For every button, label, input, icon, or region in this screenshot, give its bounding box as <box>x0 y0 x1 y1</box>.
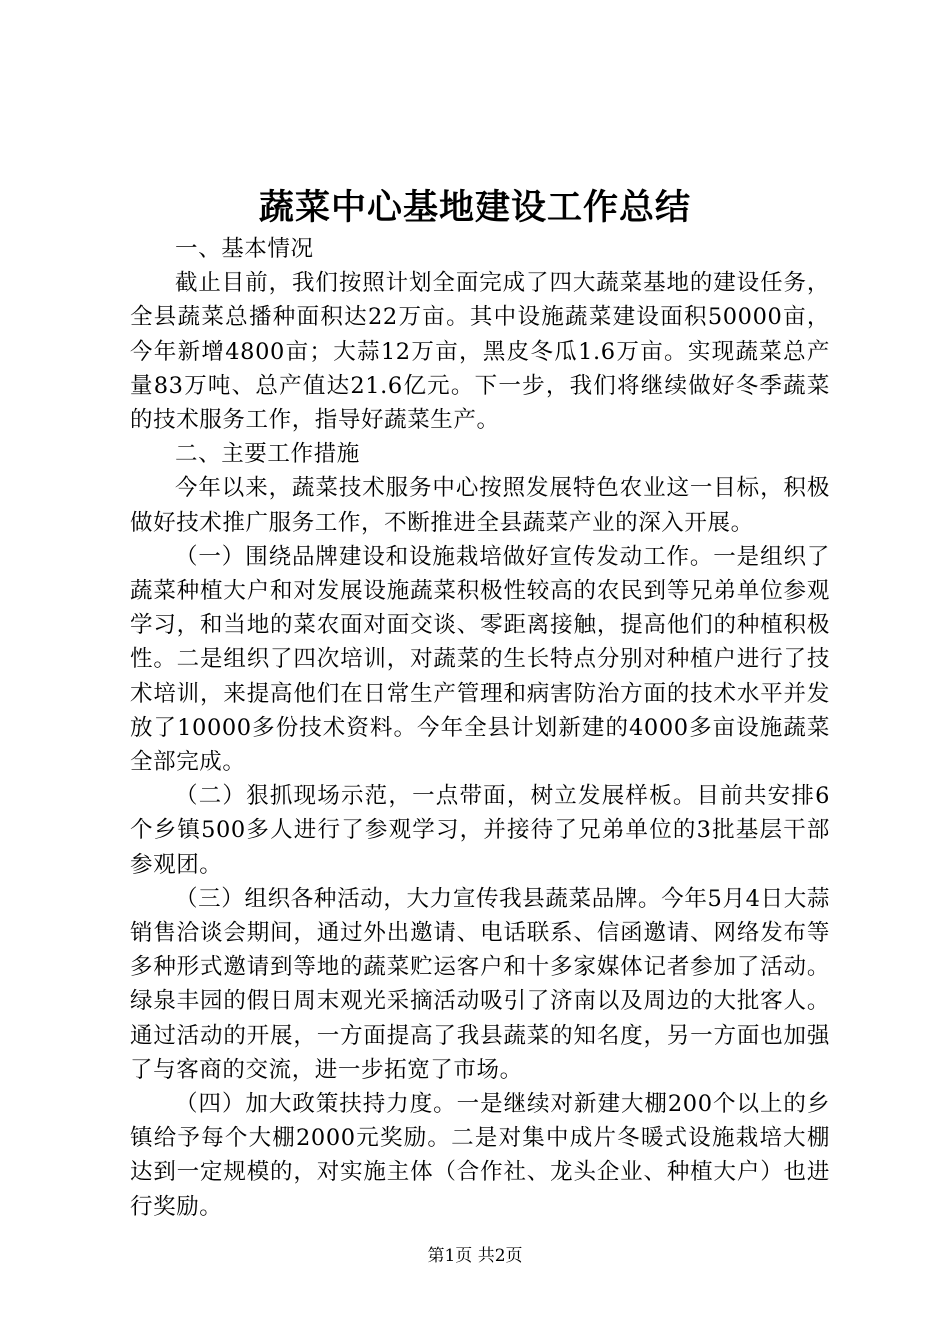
paragraph-measure-3: （三）组织各种活动，大力宣传我县蔬菜品牌。今年5月4日大蒜销售洽谈会期间，通过外出邀请、电话联系、信函邀请、网络发布等多种形式邀请到等地的蔬菜贮运客户和十多家媒体记者参加了活动。绿泉丰园的假日周末观光采摘活动吸引了济南以及周边的大批客人。通过活动的开展，一方面提高了我县蔬菜的知名度，另一方面也加强了与客商的交流，进一步拓宽了市场。 <box>130 885 830 1083</box>
section-heading-basic: 一、基本情况 <box>175 236 314 262</box>
page-footer: 第1页 共2页 <box>427 1246 523 1266</box>
paragraph-measures-intro: 今年以来，蔬菜技术服务中心按照发展特色农业这一目标，积极做好技术推广服务工作，不断推进全县蔬菜产业的深入开展。 <box>130 475 830 536</box>
document-title: 蔬菜中心基地建设工作总结 <box>258 187 691 228</box>
paragraph-measure-2: （二）狠抓现场示范，一点带面，树立发展样板。目前共安排6个乡镇500多人进行了参观学习，并接待了兄弟单位的3批基层干部参观团。 <box>130 783 830 878</box>
section-heading-measures: 二、主要工作措施 <box>175 441 360 468</box>
document-body <box>130 232 830 1224</box>
paragraph-basic-situation: 截止目前，我们按照计划全面完成了四大蔬菜基地的建设任务，全县蔬菜总播种面积达22万亩。其中设施蔬菜建设面积50000亩，今年新增4800亩；大蒜12万亩，黑皮冬瓜1.6万亩。实现蔬菜总产量83万吨、总产值达21.6亿元。下一步，我们将继续做好冬季蔬菜的技术服务工作，指导好蔬菜生产。 <box>130 270 830 434</box>
paragraph-measure-4: （四）加大政策扶持力度。一是继续对新建大棚200个以上的乡镇给予每个大棚2000元奖励。二是对集中成片冬暖式设施栽培大棚达到一定规模的，对实施主体（合作社、龙头企业、种植大户）也进行奖励。 <box>130 1091 830 1220</box>
paragraph-measure-1: （一）围绕品牌建设和设施栽培做好宣传发动工作。一是组织了蔬菜种植大户和对发展设施蔬菜积极性较高的农民到等兄弟单位参观学习，和当地的菜农面对面交谈、零距离接触，提高他们的种植积极性。二是组织了四次培训，对蔬菜的生长特点分别对种植户进行了技术培训，来提高他们在日常生产管理和病害防治方面的技术水平并发放了10000多份技术资料。今年全县计划新建的4000多亩设施蔬菜全部完成。 <box>130 543 830 776</box>
